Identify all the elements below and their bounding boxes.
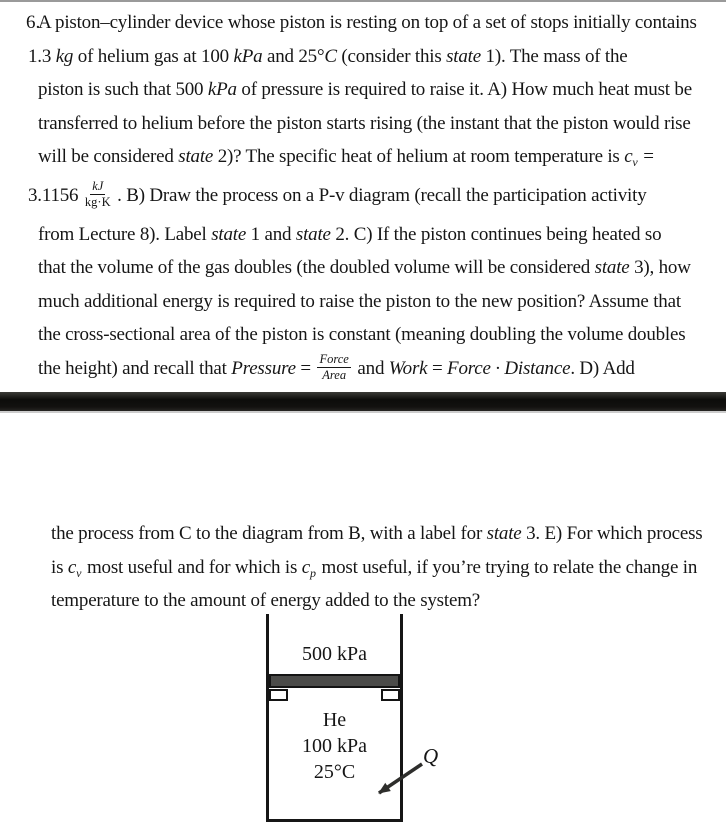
text-line: A piston–cylinder device whose piston is resting on top of a set of stops initially contains [38,12,697,33]
text-line: the cross-sectional area of the piston is constant (meaning doubling the volume doubles [38,324,686,345]
gas-temperature-label: 25°C [313,761,356,783]
text-line: the process from C to the diagram from B, with a label for state 3. E) For which process [51,523,703,544]
problem-statement [0,6,726,385]
stop-right [381,689,400,701]
text-line: transferred to helium before the piston starts rising (the instant that the piston would rise [38,112,691,134]
top-border-line [0,0,726,2]
problem-paragraph [28,6,726,385]
text-line: much additional energy is required to raise the piston to the new position? Assume that [38,290,681,312]
gas-label: He [322,709,347,731]
text-line: 3.1156 $\frac{kJ}{kg\cdot K}$ . B) Draw the process on a P-v diagram (recall the participation activity [28,179,647,209]
text-line: the height) and recall that Pressure = $\frac{\text{Force}}{\text{Area}}$ and Work = Force · Distance. D) Add [38,352,635,382]
text-line: temperature to the amount of energy added to the system? [51,590,481,611]
section-divider-underline [0,411,726,413]
subscript: v [76,565,82,580]
item-number: 6. [26,12,41,33]
subscript: v [632,155,638,169]
text-line: 1.3 kg of helium gas at 100 kPa and 25°C (consider this state 1). The mass of the [28,45,628,67]
subscript: p [309,565,316,580]
gas-pressure-label: 100 kPa [302,735,367,757]
piston [269,674,400,688]
text-line: will be considered state 2)? The specific heat of helium at room temperature is $c_v$ = [38,146,654,169]
fraction: $\frac{\text{Force}}{\text{Area}}$ [319,352,349,382]
text-line: piston is such that 500 kPa of pressure is required to raise it. A) How much heat must be [38,79,692,100]
text-line: is $c_v$ most useful and for which is $c_p$ most useful, if you’re trying to relate the change in [51,556,698,580]
stop-left [269,689,288,701]
pressure-above-piston-label: 500 kPa [302,643,367,665]
fraction: $\frac{kJ}{kg\cdot K}$ [84,179,111,209]
continuation-paragraph [51,517,711,618]
heat-transfer-label: Q [423,744,439,768]
text-line: that the volume of the gas doubles (the doubled volume will be considered state 3), how [38,257,691,278]
heat-arrow-icon [366,756,430,802]
section-divider-band [0,392,726,411]
text-line: from Lecture 8). Label state 1 and state 2. C) If the piston continues being heated so [38,223,662,245]
